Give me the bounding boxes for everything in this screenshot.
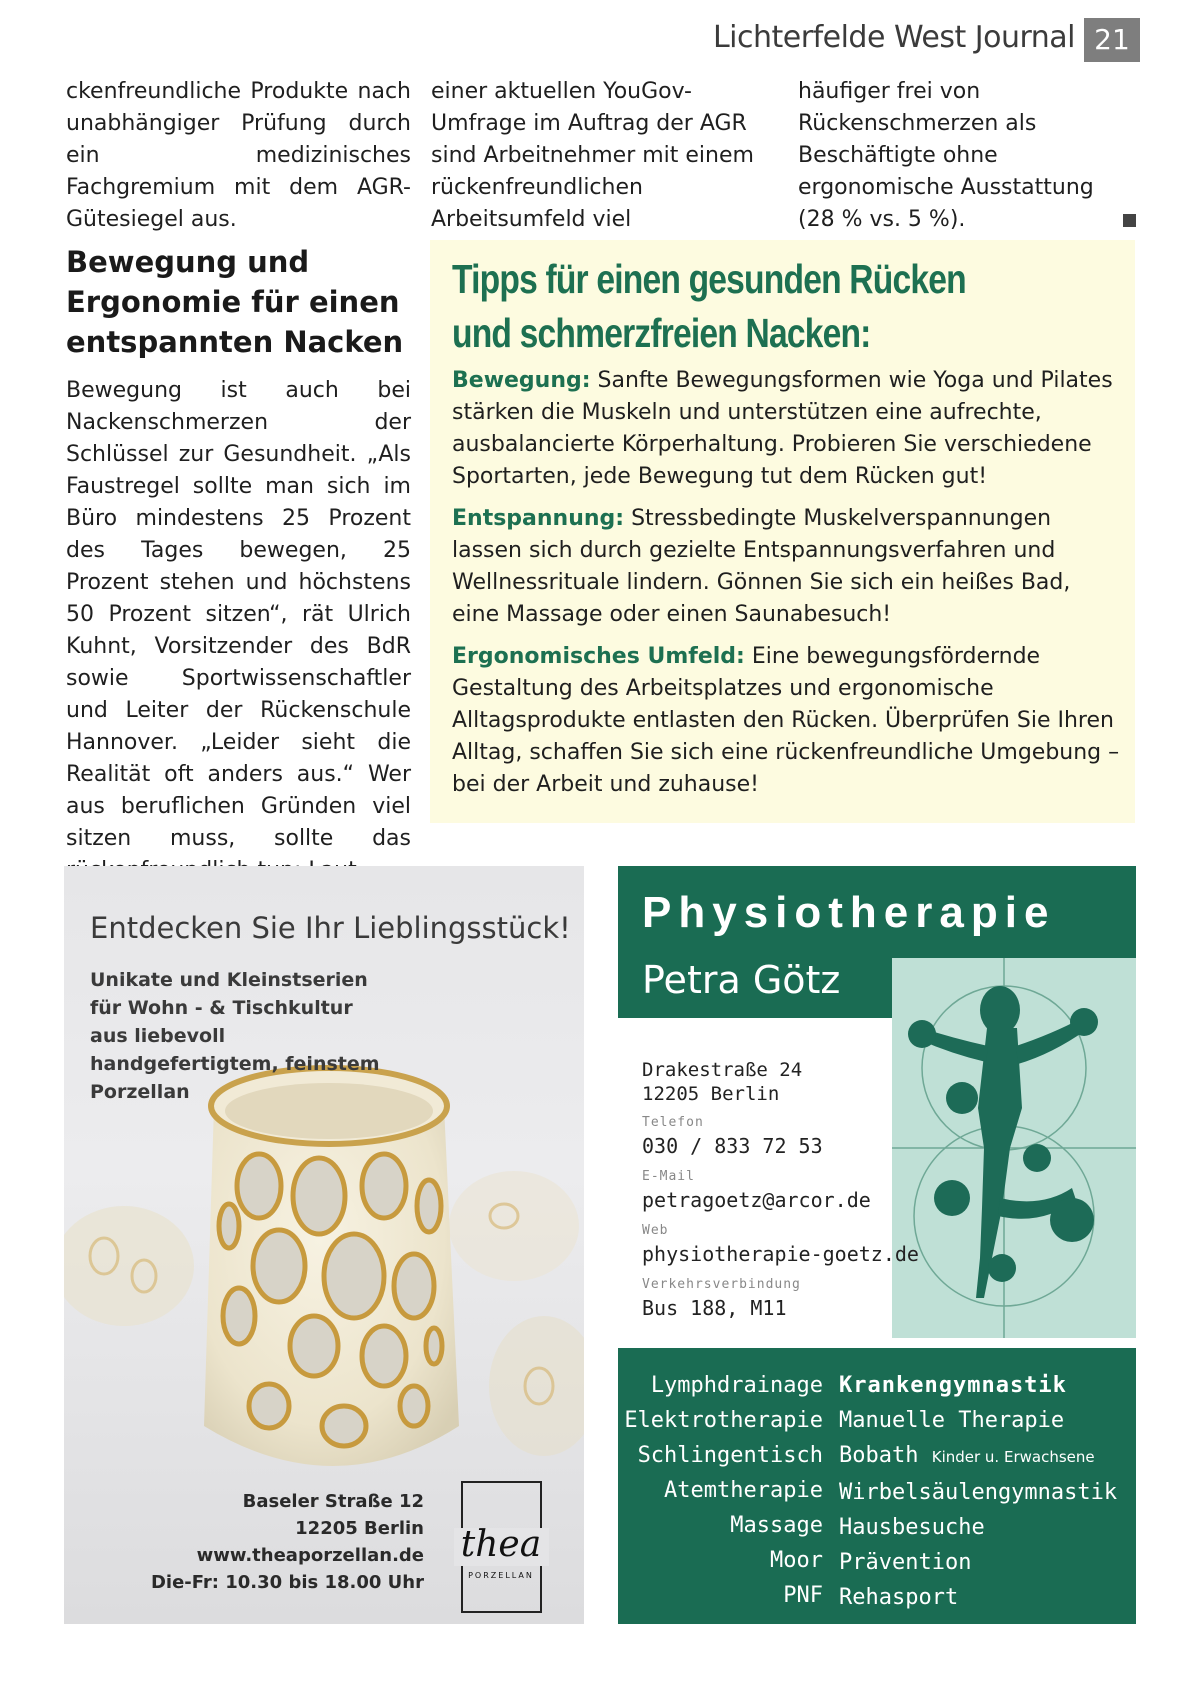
thea-subline: Unikate und Kleinstserien für Wohn - & Tischkultur aus liebevoll handgefertigtem, feinstem Porzellan <box>90 969 380 1103</box>
physio-street: Drakestraße 24 <box>642 1059 803 1081</box>
thea-headline: Entdecken Sie Ihr Lieblingsstück! <box>90 911 571 945</box>
page-header <box>0 18 1200 58</box>
email-label: E-Mail <box>642 1169 695 1184</box>
tip-text: Stressbedingte Muskelverspannungen lassen sich durch gezielte Entspannungsverfahren und Wellnessrituale lindern. Gönnen Sie sich ein heißes Bad, eine Massage oder einen Saunabesuch! <box>452 506 1071 627</box>
continuation-column-2 <box>431 76 776 236</box>
phone-number[interactable]: 030 / 833 72 53 <box>642 1134 823 1158</box>
thea-city: 12205 Berlin <box>295 1518 424 1539</box>
service-bobath: Bobath <box>839 1443 919 1468</box>
email-link[interactable]: petragoetz@arcor.de <box>642 1188 871 1212</box>
page-number: 21 <box>1084 18 1140 62</box>
thea-logo-sub: PORZELLAN <box>468 1571 534 1580</box>
tip-label: Entspannung: <box>452 506 625 531</box>
service-item: PNF <box>783 1583 823 1608</box>
end-of-article-icon <box>1123 214 1136 227</box>
service-item: Rehasport <box>839 1585 959 1610</box>
service-item: Prävention <box>839 1550 972 1575</box>
web-label: Web <box>642 1223 669 1238</box>
service-item: Moor <box>770 1548 823 1573</box>
tips-title: Tipps für einen gesunden Rücken und schmerzfreien Nacken: <box>452 256 966 356</box>
thea-logo-text: thea <box>460 1524 542 1565</box>
service-bobath-note: Kinder u. Erwachsene <box>931 1448 1095 1466</box>
thea-address <box>151 1488 424 1596</box>
continuation-column-3 <box>798 76 1136 236</box>
physio-city: 12205 Berlin <box>642 1083 780 1105</box>
tips-list <box>452 365 1122 811</box>
thea-logo <box>454 1478 549 1616</box>
web-link[interactable]: physiotherapie-goetz.de <box>642 1242 919 1266</box>
service-item: Manuelle Therapie <box>839 1408 1065 1433</box>
tip-text: Sanfte Bewegungsformen wie Yoga und Pilates stärken die Muskeln und unterstützen eine aufrechte, ausbalancierte Körperhaltung. Probieren Sie verschiedene Sportarten, jede Bewegung tut dem Rücken gut! <box>452 368 1113 489</box>
col2-text: einer aktuellen YouGov-Umfrage im Auftrag der AGR sind Arbeitnehmer mit einem rückenfreundlichen Arbeitsumfeld viel <box>431 79 754 232</box>
thea-porcelain-ad <box>64 866 584 1624</box>
thea-street: Baseler Straße 12 <box>242 1491 424 1512</box>
service-item <box>839 1438 1139 1475</box>
tip-text: Eine bewegungsfördernde Gestaltung des Arbeitsplatzes und ergonomische Alltagsprodukte entlasten den Rücken. Überprüfen Sie Ihren Alltag, schaffen Sie sich eine rückenfreundliche Umgebung – bei der Arbeit und zuhause! <box>452 644 1120 797</box>
physiotherapie-ad <box>618 866 1136 1624</box>
col1-text: ckenfreundliche Produkte nach unabhängiger Prüfung durch ein medizinisches Fachgremium mit dem AGR-Gütesiegel aus. <box>66 79 411 232</box>
col3-text: häufiger frei von Rückenschmerzen als Beschäftigte ohne ergonomische Ausstattung (28 % vs. 5 %). <box>798 79 1094 232</box>
service-item: Elektrotherapie <box>624 1408 823 1433</box>
transit-label: Verkehrsverbindung <box>642 1277 801 1292</box>
service-item: Hausbesuche <box>839 1515 985 1540</box>
journal-title: Lichterfelde West Journal <box>712 20 1075 55</box>
tip-label: Ergonomisches Umfeld: <box>452 644 745 669</box>
service-item: Krankengymnastik <box>839 1373 1067 1398</box>
services-left-list <box>618 1368 823 1613</box>
balancing-figure-icon <box>892 958 1136 1338</box>
thea-web-link[interactable]: www.theaporzellan.de <box>196 1545 424 1566</box>
phone-label: Telefon <box>642 1115 704 1130</box>
thea-hours: Die-Fr: 10.30 bis 18.00 Uhr <box>150 1572 424 1593</box>
service-item: Lymphdrainage <box>650 1373 823 1398</box>
physio-title: Physiotherapie <box>642 888 1056 937</box>
continuation-column-1 <box>66 76 411 236</box>
services-band <box>618 1348 1136 1624</box>
service-item: Massage <box>730 1513 823 1538</box>
tips-box <box>430 240 1135 823</box>
tip-label: Bewegung: <box>452 368 591 393</box>
transit-value: Bus 188, M11 <box>642 1296 787 1320</box>
tip-item <box>452 503 1122 631</box>
tip-item <box>452 641 1122 801</box>
service-item: Wirbelsäulengymnastik <box>839 1480 1118 1505</box>
service-item: Schlingentisch <box>637 1443 823 1468</box>
physio-name: Petra Götz <box>642 958 841 1002</box>
article-subheading: Bewegung und Ergonomie für einen entspannten Nacken <box>66 245 404 359</box>
article-body: Bewegung ist auch bei Nackenschmerzen der Schlüssel zur Gesundheit. „Als Faustregel sollte man sich im Büro mindestens 25 Prozent des Tages bewegen, 25 Prozent stehen und höchstens 50 Prozent sitzen“, rät Ulrich Kuhnt, Vorsitzender des BdR sowie Sportwissenschaftler und Leiter der Rückenschule Hannover. „Leider sieht die Realität oft anders aus.“ Wer aus beruflichen Gründen viel sitzen muss, sollte das <box>66 378 411 851</box>
tip-item <box>452 365 1122 493</box>
physio-contact-info <box>642 1058 919 1322</box>
services-right-list <box>839 1368 1139 1615</box>
service-item: Atemtherapie <box>664 1478 823 1503</box>
